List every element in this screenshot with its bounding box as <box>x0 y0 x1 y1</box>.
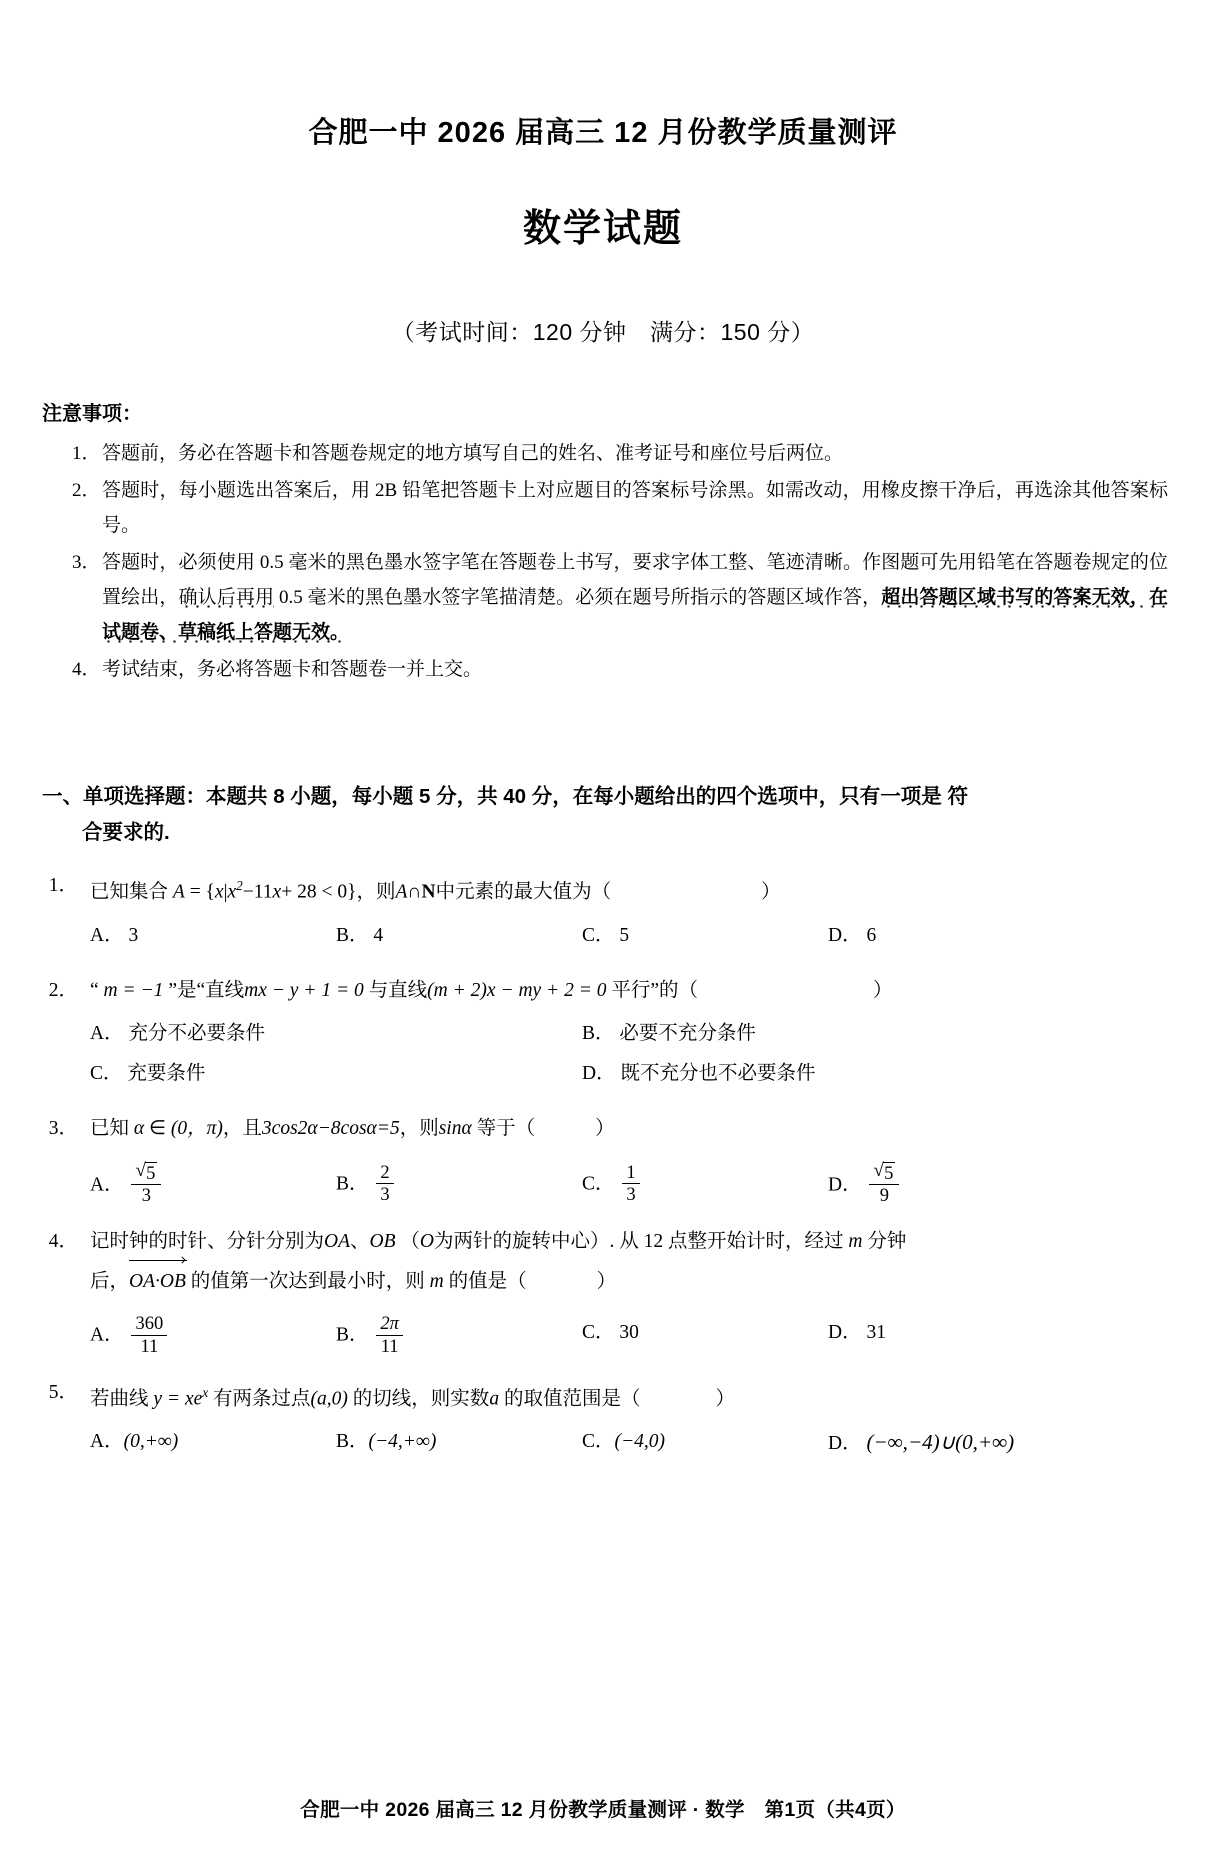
option-d[interactable]: D． 既不充分也不必要条件 <box>582 1062 816 1084</box>
q4-m1: m <box>848 1231 863 1253</box>
option-d-fraction: √ $\frac{5}{9}$ <box>869 1162 899 1208</box>
q4-oa: OA <box>324 1231 351 1253</box>
q4-line1-d: 分钟 <box>867 1231 907 1253</box>
option-b[interactable]: B． $\frac{2\pi}{11}$ <box>336 1313 582 1358</box>
notice-heading: 注意事项： <box>42 403 142 425</box>
q1-eq: = { <box>189 881 215 903</box>
option-a[interactable]: A． 3 <box>90 924 139 946</box>
option-c[interactable]: C． 30 <box>582 1322 639 1344</box>
notice-list <box>38 436 1168 687</box>
q1-cap-symbol: ∩ <box>407 881 422 903</box>
question-4-stem <box>42 1223 1168 1261</box>
question-5-stem <box>42 1374 1168 1419</box>
section-heading-line2: 合要求的. <box>82 821 170 844</box>
question-4-number: 4． <box>48 1231 78 1253</box>
q1-exponent: 2 <box>236 878 243 893</box>
question-4-text-line2 <box>90 1261 1168 1301</box>
option-d[interactable]: D． 31 <box>828 1322 886 1344</box>
q2-paren-close: ） <box>873 979 893 1001</box>
q3-stem-b: ，且 <box>222 1117 262 1139</box>
question-5-text <box>90 1374 1168 1419</box>
option-d[interactable]: D． 6 <box>828 924 877 946</box>
notice-item-text: 答题前，务必在答题卡和答题卷规定的地方填写自己的姓名、准考证号和座位号后两位。 <box>102 443 844 464</box>
notice-item <box>72 545 1168 650</box>
option-c[interactable]: C． $\frac{1}{3}$ <box>582 1162 828 1208</box>
q1-stem-post: 中元素的最大值为（ <box>435 881 612 903</box>
q5-stem-c: 的切线，则实数 <box>352 1388 490 1410</box>
question-5 <box>42 1374 1168 1465</box>
q1-var-x3: x <box>272 881 282 903</box>
q2-line1: mx − y + 1 = 0 <box>244 979 364 1001</box>
question-3-options <box>90 1162 1168 1208</box>
notice-item-number: 1． <box>72 443 101 464</box>
q1-poly: −11 <box>242 881 273 903</box>
notice-item-text: 考试结束，务必将答题卡和答题卷一并上交。 <box>102 659 483 680</box>
question-1-options <box>90 916 1168 956</box>
section-heading-line1: 一、单项选择题：本题共 8 小题，每小题 5 分，共 40 分，在每小题给出的四个选项中，只有一项是 符 <box>42 785 968 808</box>
question-3-text <box>90 1110 1168 1148</box>
option-b[interactable]: B． 4 <box>336 924 384 946</box>
page-title: 合肥一中 2026 届高三 12 月份教学质量测评 <box>308 117 898 149</box>
q5-stem-a: 若曲线 <box>90 1388 149 1410</box>
q4-line2-a: 后， <box>90 1271 130 1293</box>
q3-interval: (0，π) <box>170 1117 223 1139</box>
q5-point: (a,0) <box>310 1388 348 1410</box>
question-2-stem <box>42 972 1168 1010</box>
notice-item <box>72 652 1168 687</box>
option-a[interactable]: A． $\frac{360}{11}$ <box>90 1313 336 1358</box>
q1-paren-close: ） <box>761 881 781 903</box>
notice-text-emphasis-bold: 超出答题区域书写的答案无效，在试题卷、草稿纸上答题无效。 <box>102 587 1168 648</box>
section-one-heading <box>42 779 1168 851</box>
q4-line1-a: 记时钟的时针、分针分别为 <box>90 1231 325 1253</box>
q4-line1-b: （ <box>400 1231 420 1253</box>
question-5-options <box>90 1422 1168 1464</box>
q1-set-a: A <box>172 881 185 903</box>
q5-stem-b: 有两条过点 <box>213 1388 311 1410</box>
option-b[interactable]: B． 必要不充分条件 <box>582 1022 756 1044</box>
option-c-fraction: $\frac{1}{3}$ <box>622 1162 639 1207</box>
question-3-stem <box>42 1110 1168 1148</box>
option-a-fraction: √ $\frac{5}{3}$ <box>131 1162 161 1208</box>
q1-a-symbol: A <box>395 881 408 903</box>
notice-text-emphasis-dotted: 确认后再用 <box>179 587 275 613</box>
exam-info: （考试时间：120 分钟 满分：150 分） <box>391 319 815 345</box>
q1-n-symbol: N <box>421 881 436 903</box>
option-b[interactable]: B．(−4,+∞) <box>336 1431 437 1453</box>
question-1-stem <box>42 867 1168 912</box>
option-b-fraction: $\frac{2\pi}{11}$ <box>376 1313 403 1358</box>
question-2-text <box>90 972 1168 1010</box>
option-d[interactable]: D． √ $\frac{5}{9}$ <box>828 1162 1074 1208</box>
q4-vector-dot-product: OA·OB <box>129 1261 186 1301</box>
q3-stem-c: ，则 <box>399 1117 439 1139</box>
subject-title: 数学试题 <box>522 208 683 250</box>
q3-alpha: α <box>133 1117 145 1139</box>
question-4-text-line1 <box>90 1223 1168 1261</box>
option-c[interactable]: C． 充要条件 <box>90 1062 206 1084</box>
question-1-number: 1． <box>48 875 78 896</box>
q1-poly2: + 28 < 0} <box>281 881 357 903</box>
notice-item-number: 4． <box>72 659 101 680</box>
question-3 <box>42 1110 1168 1208</box>
exam-page <box>0 110 1206 1464</box>
q4-line2-b: 的值第一次达到最小时，则 <box>190 1271 425 1293</box>
q1-var-x2: x <box>227 881 237 903</box>
q4-ob: OB <box>369 1231 396 1253</box>
q3-in-symbol: ∈ <box>149 1117 167 1139</box>
option-a[interactable]: A．(0,+∞) <box>90 1431 179 1453</box>
question-4-options <box>90 1313 1168 1358</box>
q5-a-var: a <box>489 1388 500 1410</box>
q5-curve-exponent: x <box>202 1384 209 1400</box>
q4-sep: 、 <box>350 1231 370 1253</box>
q2-m-expr: m = −1 <box>103 979 164 1001</box>
q2-quote-open: “ <box>90 979 99 1001</box>
q1-var-x: x <box>214 881 224 903</box>
question-1 <box>42 867 1168 956</box>
q3-stem-d: 等于（ <box>476 1117 536 1139</box>
question-3-number: 3． <box>48 1117 78 1139</box>
option-a[interactable]: A． √ $\frac{5}{3}$ <box>90 1162 336 1208</box>
q5-curve: y = xe <box>153 1388 203 1410</box>
option-d[interactable]: D． (−∞,−4)∪(0,+∞) <box>828 1430 1015 1455</box>
q2-line2-b: x − my + 2 = 0 <box>486 979 607 1001</box>
question-4 <box>42 1223 1168 1358</box>
q2-quote-close: ”是“直线 <box>168 979 245 1001</box>
q2-line2-a: (m + 2) <box>427 979 487 1001</box>
q4-paren-close: ） <box>596 1271 617 1293</box>
q1-stem-mid: ，则 <box>356 881 396 903</box>
option-a[interactable]: A． 充分不必要条件 <box>90 1022 265 1044</box>
option-a-fraction: $\frac{360}{11}$ <box>131 1313 167 1358</box>
q5-paren-close: ） <box>715 1388 735 1410</box>
q3-sin-alpha: sinα <box>438 1117 472 1139</box>
q5-stem-d: 的取值范围是（ <box>503 1388 641 1410</box>
q2-tail: 平行”的（ <box>611 979 699 1001</box>
q3-paren-close: ） <box>595 1117 615 1139</box>
notice-item-number: 2． <box>72 480 101 501</box>
notice-item-text: 答题时，每小题选出答案后，用 2B 铅笔把答题卡上对应题目的答案标号涂黑。如需改动，用橡皮擦干净后，再选涂其他答案标号。 <box>102 480 1168 536</box>
q2-conj: 与直线 <box>368 979 428 1001</box>
question-5-number: 5． <box>48 1381 78 1403</box>
option-b[interactable]: B． $\frac{2}{3}$ <box>336 1162 582 1208</box>
q4-o: O <box>419 1231 435 1253</box>
q4-m2: m <box>429 1271 444 1293</box>
notice-item <box>72 473 1168 543</box>
q3-stem-a: 已知 <box>90 1117 130 1139</box>
question-1-text <box>90 867 1168 912</box>
q3-trig-equation: 3cos2α−8cosα=5 <box>261 1117 400 1139</box>
question-2-options <box>90 1014 1168 1094</box>
page-footer: 合肥一中 2026 届高三 12 月份教学质量测评 · 数学 第1页（共4页） <box>300 1799 906 1821</box>
notice-text-part: 0.5 毫米的黑色墨水签字笔描清楚。必须在题号所指示的答题区域作答， <box>274 587 882 608</box>
q1-mid: | <box>223 881 228 903</box>
q1-stem-pre: 已知集合 <box>90 881 169 903</box>
option-b-fraction: $\frac{2}{3}$ <box>376 1162 393 1207</box>
q4-line2-c: 的值是（ <box>448 1271 527 1293</box>
q4-line1-c: 为两针的旋转中心）. 从 12 点整开始计时，经过 <box>434 1231 844 1253</box>
notice-item-text <box>102 545 1168 650</box>
question-2 <box>42 972 1168 1094</box>
option-c[interactable]: C．(−4,0) <box>582 1431 666 1453</box>
notice-text-part: 答题时，必须使用 0.5 毫米的黑色墨水签字笔在答题卷上书写，要求字体工整、笔迹清晰。作图题可先用铅笔在答题卷规定的位置绘出， <box>102 552 1168 608</box>
option-c[interactable]: C． 5 <box>582 924 630 946</box>
notice-item <box>72 436 1168 471</box>
notice-item-number: 3． <box>72 552 101 573</box>
question-2-number: 2． <box>48 979 78 1001</box>
